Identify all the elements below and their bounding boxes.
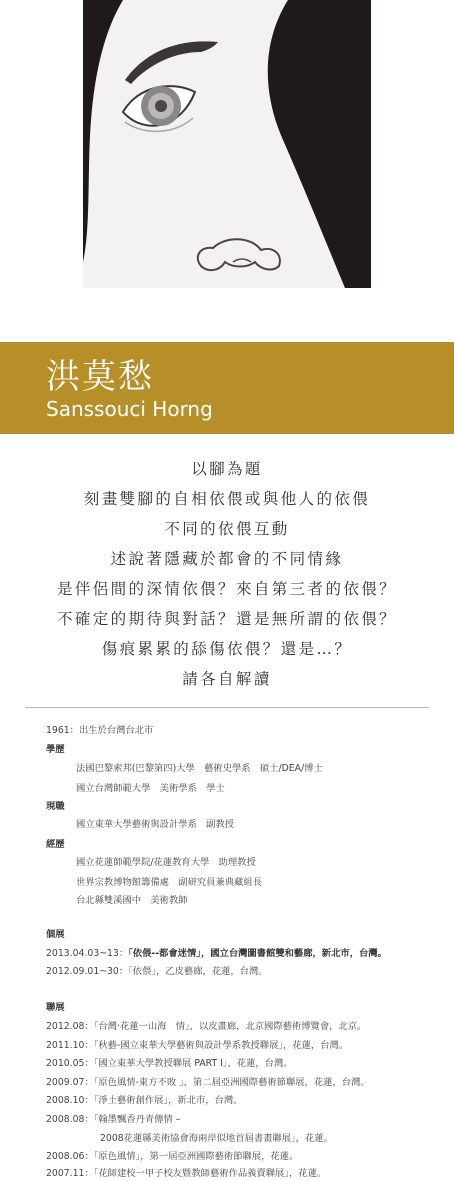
poem-line: 傷痕累累的舔傷依偎？還是…？	[101, 640, 353, 658]
cv-solo-item	[46, 948, 387, 960]
artist-statement-poem	[0, 454, 454, 694]
cv-solo-item	[46, 966, 268, 978]
cv-solo-date: 2012.09.01~30：	[46, 966, 129, 977]
cv-group-item: 2009.07：「原色風情-東方不敗 」，第二屆亞洲國際藝術節聯展，花蓮，台灣。	[46, 1077, 370, 1088]
artist-name-chinese: 洪莫愁	[46, 357, 154, 397]
cv-experience-item: 國立花蓮師範學院/花蓮教育大學 助理教授	[76, 857, 256, 868]
portrait-illustration	[83, 0, 371, 288]
cv-group-item: 2008.08：「翰墨飄香丹青傳情 –	[46, 1114, 181, 1125]
artist-name-english: Sanssouci Horng	[46, 397, 213, 421]
cv-group-item-continued: 2008花蓮縣美術協會海兩岸似地首屆書畫聯展」，花蓮。	[100, 1133, 333, 1144]
poem-line: 不同的依偎互動	[164, 520, 290, 538]
cv-education-item: 法國巴黎索邦(巴黎第四)大學 藝術史學系 碩士/DEA/博士	[76, 763, 323, 774]
cv-group-heading: 聯展	[46, 1002, 65, 1013]
cv-current-item: 國立東華大學藝術與設計學系 副教授	[76, 819, 235, 830]
cv-current-heading: 現職	[46, 801, 65, 812]
cv-experience-heading: 經歷	[46, 839, 65, 850]
cv-experience-item: 台北縣雙溪國中 美術教師	[76, 895, 188, 906]
cv-group-item: 2008.06：「原色風情」，第一屆亞洲國際藝術節聯展，花蓮。	[46, 1151, 299, 1162]
cv-group-item: 2011.10：「秋藝-國立東華大學藝術與設計學系教授聯展」，花蓮，台灣。	[46, 1040, 349, 1051]
poem-line: 不確定的期待與對話？還是無所謂的依偎？	[56, 610, 398, 628]
cv-solo-text: 「依偎」，乙皮藝廊，花蓮，台灣。	[128, 966, 268, 977]
section-divider	[25, 707, 429, 708]
cv-birth: 1961：出生於台灣台北市	[46, 725, 154, 736]
portrait-pupil	[155, 100, 167, 112]
cv-group-item: 2012.08：「台灣‧花蓮一山海 情」，以皮畫廊，北京國際藝術博覽會，北京。	[46, 1021, 367, 1032]
cv-group-item: 2008.10：「淨土藝術創作展」，新北市，台灣。	[46, 1095, 243, 1106]
cv-experience-item: 世界宗教博物館籌備處 副研究員兼典藏組長	[76, 877, 262, 888]
cv-group-item: 2007.11：「花師建校一甲子校友暨教師藝術作品義賣聯展」，花蓮。	[46, 1168, 327, 1179]
poem-line: 是伴侶間的深情依偎？來自第三者的依偎？	[56, 580, 398, 598]
cv-education-heading: 學歷	[46, 744, 65, 755]
cv-education-item: 國立台灣師範大學 美術學系 學士	[76, 783, 225, 794]
artist-name-banner	[0, 342, 454, 434]
poem-line: 刻畫雙腳的自相依偎或與他人的依偎	[83, 490, 371, 508]
poem-line: 請各自解讀	[182, 670, 272, 688]
cv-solo-text: 「依偎--都會迷情」，國立台灣圖書館雙和藝廊，新北市，台灣。	[128, 948, 387, 959]
poem-line: 述說著隱藏於都會的不同情緣	[110, 550, 344, 568]
cv-solo-heading: 個展	[46, 929, 65, 940]
cv-group-item: 2010.05：「國立東華大學教授聯展 PART I」，花蓮，台灣。	[46, 1058, 293, 1069]
poem-line: 以腳為題	[191, 460, 263, 478]
portrait-artwork	[83, 0, 371, 288]
cv-solo-date: 2013.04.03~13：	[46, 948, 129, 959]
